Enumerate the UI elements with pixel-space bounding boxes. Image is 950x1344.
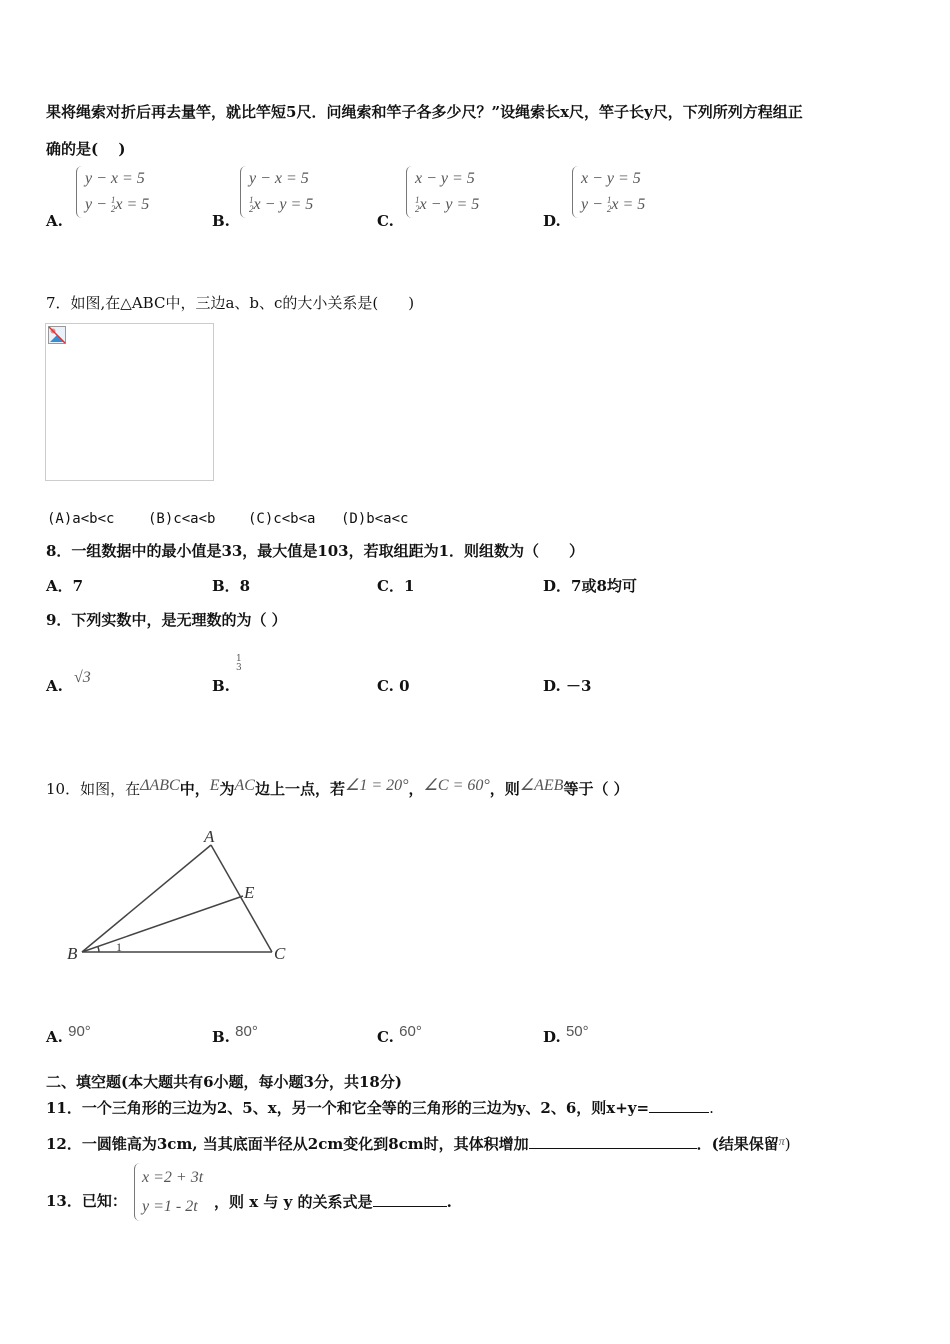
q9-option-a-value: √3 bbox=[74, 669, 91, 686]
q6-stem-line1: 果将绳索对折后再去量竿，就比竿短5尺．问绳索和竿子各多少尺？”设绳索长x尺，竿子长y尺，下列所列方程组正 bbox=[46, 103, 803, 121]
q6-stem-line2: 确的是( ) bbox=[46, 140, 126, 158]
q11: 11．一个三角形的三边为2、5、x，另一个和它全等的三角形的三边为y、2、6，则x+y= . bbox=[46, 1099, 714, 1117]
equation-system bbox=[76, 166, 149, 218]
q8-option-a: A．7 bbox=[46, 577, 84, 595]
q10-triangle-figure bbox=[60, 820, 300, 970]
equation-system bbox=[406, 166, 479, 218]
option-label: B. bbox=[212, 212, 230, 230]
equation: x − y = 5 bbox=[581, 170, 641, 187]
equation: x − y = 5 bbox=[415, 170, 475, 187]
segment-be bbox=[82, 896, 243, 952]
q8-stem: 8．一组数据中的最小值是33，最大值是103，若取组距为1．则组数为（ ） bbox=[46, 542, 585, 560]
q9-option-a-label: A. bbox=[46, 677, 63, 695]
option-label: D. bbox=[543, 212, 561, 230]
q8-option-b: B．8 bbox=[212, 577, 251, 595]
equation: y − 1 2 x = 5 bbox=[581, 195, 646, 215]
vertex-b-label: B bbox=[67, 944, 78, 963]
side-ab bbox=[82, 845, 211, 952]
equation-system bbox=[572, 166, 645, 218]
q7-option-c: (C)c<b<a bbox=[248, 511, 316, 527]
equation: 1 2 x − y = 5 bbox=[249, 195, 314, 215]
equation: 1 2 x − y = 5 bbox=[415, 195, 480, 215]
q7-option-b: (B)c<a<b bbox=[148, 511, 216, 527]
q10-option-c: C. 60° bbox=[377, 1023, 422, 1046]
q10-option-d: D. 50° bbox=[543, 1023, 589, 1046]
angle-1-label: 1 bbox=[116, 940, 122, 954]
equation: y − x = 5 bbox=[249, 170, 309, 187]
answer-blank bbox=[529, 1134, 697, 1149]
q10-stem: 10．如图，在ΔABC中，E为AC边上一点，若∠1 = 20°，∠C = 60°，则∠AEB等于（ ） bbox=[46, 777, 629, 798]
q13-equation-system bbox=[134, 1163, 203, 1221]
q9-option-b-label: B. bbox=[212, 677, 230, 695]
q9-option-b-value: 1 3 bbox=[236, 654, 242, 673]
q7-option-a: (A)a<b<c bbox=[47, 511, 115, 527]
equation: x =2 + 3t bbox=[142, 1169, 204, 1186]
vertex-a-label: A bbox=[204, 827, 215, 846]
equation: y − 1 2 x = 5 bbox=[85, 195, 150, 215]
equation-system bbox=[240, 166, 313, 218]
side-ac bbox=[211, 845, 272, 952]
answer-blank bbox=[373, 1192, 447, 1207]
q12: 12．一圆锥高为3cm, 当其底面半径从2cm变化到8cm时，其体积增加 ．(结果保留$^\pi$) bbox=[46, 1134, 791, 1153]
section-heading: 二、填空题(本大题共有6小题，每小题3分，共18分) bbox=[46, 1073, 402, 1091]
q9-option-c: C. 0 bbox=[377, 677, 410, 695]
q9-option-d: D. －3 bbox=[543, 677, 592, 695]
option-label: C. bbox=[377, 212, 394, 230]
q7-stem: 7．如图,在△ABC中，三边a、b、c的大小关系是( ) bbox=[46, 294, 415, 312]
equation: y =1 - 2t bbox=[142, 1198, 198, 1215]
q10-option-b: B. 80° bbox=[212, 1023, 258, 1046]
q7-figure-placeholder bbox=[45, 323, 214, 481]
q9-stem: 9．下列实数中，是无理数的为（ ） bbox=[46, 611, 287, 629]
q7-option-d: (D)b<a<c bbox=[341, 511, 409, 527]
point-e-label: E bbox=[244, 883, 255, 902]
vertex-c-label: C bbox=[274, 944, 286, 963]
broken-image-icon bbox=[48, 326, 66, 344]
answer-blank bbox=[649, 1098, 709, 1113]
equation: y − x = 5 bbox=[85, 170, 145, 187]
q13-prefix: 13．已知： bbox=[46, 1192, 127, 1210]
option-label: A. bbox=[46, 212, 63, 230]
q8-option-d: D．7或8均可 bbox=[543, 577, 637, 595]
q13-suffix: ，则 x 与 y 的关系式是 . bbox=[214, 1193, 452, 1211]
q10-option-a: A. 90° bbox=[46, 1023, 91, 1046]
q8-option-c: C．1 bbox=[377, 577, 415, 595]
